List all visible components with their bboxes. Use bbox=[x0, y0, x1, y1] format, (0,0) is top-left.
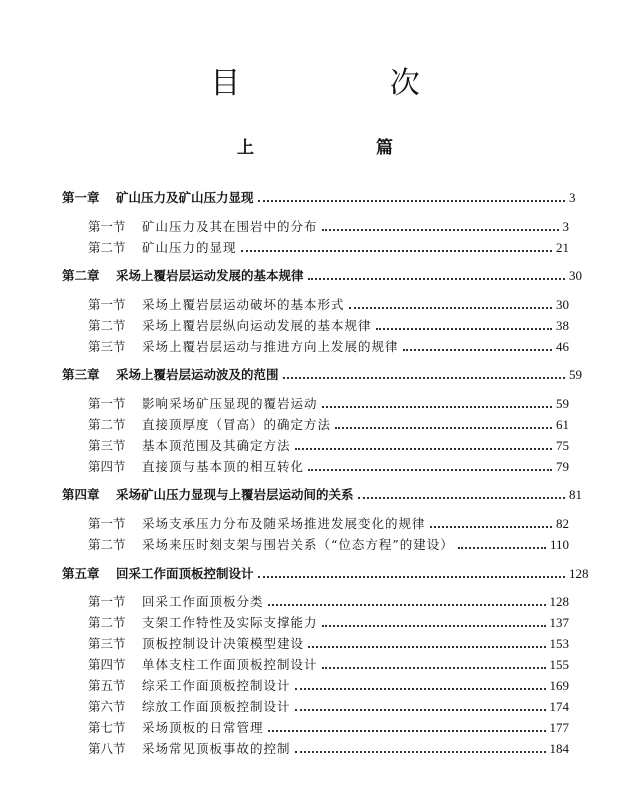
section-title: 直接顶厚度（冒高）的确定方法 bbox=[142, 417, 332, 432]
toc-section-row[interactable] bbox=[0, 335, 630, 355]
chapter-number: 第五章 bbox=[62, 566, 100, 581]
section-number: 第二节 bbox=[88, 240, 126, 255]
section-number: 第七节 bbox=[88, 720, 126, 735]
page-number: 169 bbox=[549, 678, 569, 693]
chapter-title: 采场上覆岩层运动发展的基本规律 bbox=[116, 268, 304, 283]
dot-leader bbox=[241, 250, 552, 252]
dot-leader bbox=[458, 547, 546, 549]
page-number: 3 bbox=[562, 219, 569, 234]
toc-section-row[interactable] bbox=[0, 674, 630, 694]
section-title: 矿山压力的显现 bbox=[142, 240, 237, 255]
dot-leader bbox=[358, 497, 565, 499]
section-number: 第八节 bbox=[88, 741, 126, 756]
toc-section-row[interactable] bbox=[0, 695, 630, 715]
section-title: 直接顶与基本顶的相互转化 bbox=[142, 459, 305, 474]
toc-section-row[interactable] bbox=[0, 653, 630, 673]
section-title: 采场上覆岩层纵向运动发展的基本规律 bbox=[142, 318, 372, 333]
dot-leader bbox=[322, 667, 546, 669]
dot-leader bbox=[322, 406, 552, 408]
toc-chapter-row[interactable]: 第三章 采场上覆岩层运动波及的范围 59 bbox=[0, 363, 630, 383]
dot-leader bbox=[335, 427, 552, 429]
section-title: 支架工作特性及实际支撑能力 bbox=[142, 615, 318, 630]
page-number: 137 bbox=[549, 615, 569, 630]
section-title: 影响采场矿压显现的覆岩运动 bbox=[142, 396, 318, 411]
page-title: 目 次 bbox=[210, 66, 490, 101]
toc-section-row[interactable] bbox=[0, 716, 630, 736]
toc-section-row[interactable] bbox=[0, 512, 630, 532]
page-number: 82 bbox=[556, 516, 569, 531]
section-number: 第三节 bbox=[88, 339, 126, 354]
dot-leader bbox=[295, 709, 546, 711]
section-title: 采场支承压力分布及随采场推进发展变化的规律 bbox=[142, 516, 426, 531]
section-title: 采场来压时刻支架与围岩关系（“位态方程”的建设） bbox=[142, 537, 454, 552]
page-number: 155 bbox=[549, 657, 569, 672]
toc-section-row[interactable] bbox=[0, 611, 630, 631]
section-number: 第一节 bbox=[88, 516, 126, 531]
chapter-title: 采场矿山压力显现与上覆岩层运动间的关系 bbox=[116, 487, 354, 502]
chapter-title: 矿山压力及矿山压力显现 bbox=[116, 190, 254, 205]
chapter-number: 第四章 bbox=[62, 487, 100, 502]
dot-leader bbox=[258, 200, 565, 202]
section-number: 第一节 bbox=[88, 219, 126, 234]
toc-section-row[interactable] bbox=[0, 737, 630, 757]
toc-chapter-row[interactable]: 第四章 采场矿山压力显现与上覆岩层运动间的关系 81 bbox=[0, 483, 630, 503]
page-number: 153 bbox=[549, 636, 569, 651]
toc-section-row[interactable] bbox=[0, 590, 630, 610]
dot-leader bbox=[308, 278, 565, 280]
section-number: 第二节 bbox=[88, 537, 126, 552]
dot-leader bbox=[322, 625, 546, 627]
dot-leader bbox=[322, 229, 559, 231]
section-number: 第三节 bbox=[88, 636, 126, 651]
part-heading: 上 篇 bbox=[237, 138, 451, 158]
dot-leader bbox=[295, 448, 552, 450]
page-number: 79 bbox=[556, 459, 569, 474]
toc-section-row[interactable] bbox=[0, 533, 630, 553]
chapter-title: 回采工作面顶板控制设计 bbox=[116, 566, 254, 581]
toc-section-row[interactable] bbox=[0, 314, 630, 334]
dot-leader bbox=[295, 688, 546, 690]
section-title: 矿山压力及其在围岩中的分布 bbox=[142, 219, 318, 234]
toc-section-row[interactable] bbox=[0, 632, 630, 652]
section-number: 第一节 bbox=[88, 594, 126, 609]
page-number: 30 bbox=[556, 297, 569, 312]
dot-leader bbox=[308, 469, 552, 471]
toc-section-row[interactable] bbox=[0, 413, 630, 433]
section-title: 回采工作面顶板分类 bbox=[142, 594, 264, 609]
section-title: 综采工作面顶板控制设计 bbox=[142, 678, 291, 693]
toc-section-row[interactable] bbox=[0, 392, 630, 412]
page-number: 75 bbox=[556, 438, 569, 453]
toc-section-row[interactable] bbox=[0, 215, 630, 235]
chapter-number: 第一章 bbox=[62, 190, 100, 205]
dot-leader bbox=[376, 328, 552, 330]
chapter-number: 第三章 bbox=[62, 367, 100, 382]
toc-section-row[interactable] bbox=[0, 293, 630, 313]
toc-chapter-row[interactable]: 第五章 回采工作面顶板控制设计 128 bbox=[0, 562, 630, 582]
chapter-title: 采场上覆岩层运动波及的范围 bbox=[116, 367, 279, 382]
section-title: 综放工作面顶板控制设计 bbox=[142, 699, 291, 714]
section-number: 第二节 bbox=[88, 318, 126, 333]
dot-leader bbox=[430, 526, 552, 528]
page-number: 110 bbox=[549, 537, 569, 552]
page-number: 174 bbox=[549, 699, 569, 714]
section-number: 第六节 bbox=[88, 699, 126, 714]
section-title: 基本顶范围及其确定方法 bbox=[142, 438, 291, 453]
section-title: 单体支柱工作面顶板控制设计 bbox=[142, 657, 318, 672]
page-number: 177 bbox=[549, 720, 569, 735]
dot-leader bbox=[258, 576, 565, 578]
page-number: 21 bbox=[556, 240, 569, 255]
toc-chapter-row[interactable]: 第二章 采场上覆岩层运动发展的基本规律 30 bbox=[0, 264, 630, 284]
page-number: 59 bbox=[556, 396, 569, 411]
dot-leader bbox=[308, 646, 545, 648]
page-number: 38 bbox=[556, 318, 569, 333]
toc-section-row[interactable] bbox=[0, 236, 630, 256]
section-number: 第二节 bbox=[88, 417, 126, 432]
toc-section-row[interactable] bbox=[0, 455, 630, 475]
section-title: 顶板控制设计决策模型建设 bbox=[142, 636, 305, 651]
section-number: 第四节 bbox=[88, 657, 126, 672]
page-number: 128 bbox=[549, 594, 569, 609]
section-number: 第一节 bbox=[88, 297, 126, 312]
dot-leader bbox=[283, 377, 565, 379]
dot-leader bbox=[349, 307, 552, 309]
page-number: 61 bbox=[556, 417, 569, 432]
section-title: 采场上覆岩层运动与推进方向上发展的规律 bbox=[142, 339, 399, 354]
page-number: 46 bbox=[556, 339, 569, 354]
section-number: 第三节 bbox=[88, 438, 126, 453]
section-number: 第五节 bbox=[88, 678, 126, 693]
dot-leader bbox=[403, 349, 552, 351]
dot-leader bbox=[268, 730, 546, 732]
section-title: 采场顶板的日常管理 bbox=[142, 720, 264, 735]
chapter-number: 第二章 bbox=[62, 268, 100, 283]
dot-leader bbox=[295, 751, 546, 753]
section-number: 第二节 bbox=[88, 615, 126, 630]
toc-chapter-row[interactable]: 第一章 矿山压力及矿山压力显现 3 bbox=[0, 186, 630, 206]
section-number: 第四节 bbox=[88, 459, 126, 474]
section-title: 采场上覆岩层运动破坏的基本形式 bbox=[142, 297, 345, 312]
toc-section-row[interactable] bbox=[0, 434, 630, 454]
page-number: 184 bbox=[549, 741, 569, 756]
section-title: 采场常见顶板事故的控制 bbox=[142, 741, 291, 756]
dot-leader bbox=[268, 604, 546, 606]
section-number: 第一节 bbox=[88, 396, 126, 411]
